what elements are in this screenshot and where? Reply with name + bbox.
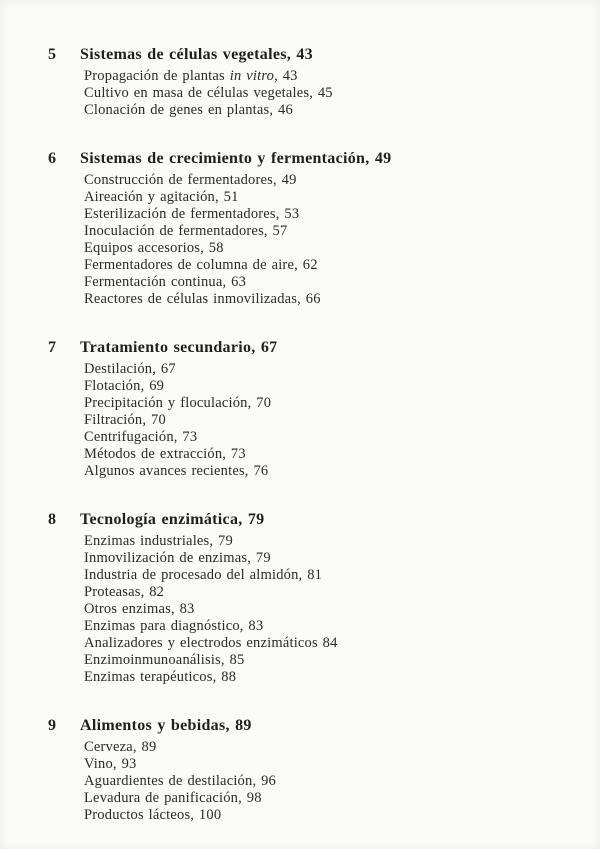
toc-item: Proteasas, 82 bbox=[84, 584, 165, 600]
toc-item: Industria de procesado del almidón, 81 bbox=[84, 567, 323, 583]
toc-section-5 bbox=[48, 45, 560, 119]
toc-item: Destilación, 67 bbox=[84, 361, 176, 377]
toc-item: Productos lácteos, 100 bbox=[84, 807, 222, 823]
toc-item-list bbox=[48, 68, 560, 119]
toc-section-9 bbox=[48, 716, 560, 824]
chapter-number: 7 bbox=[48, 339, 57, 356]
chapter-title: Sistemas de crecimiento y fermentación, 49 bbox=[80, 150, 392, 167]
chapter-heading bbox=[48, 716, 560, 736]
chapter-heading bbox=[48, 510, 560, 530]
toc-item: Enzimas industriales, 79 bbox=[84, 533, 233, 549]
toc-item: Inmovilización de enzimas, 79 bbox=[84, 550, 271, 566]
chapter-title: Alimentos y bebidas, 89 bbox=[80, 717, 252, 734]
toc-item: Precipitación y floculación, 70 bbox=[84, 395, 272, 411]
toc-item: Enzimas terapéuticos, 88 bbox=[84, 669, 237, 685]
toc-item: Aireación y agitación, 51 bbox=[84, 189, 239, 205]
toc-item-list bbox=[48, 361, 560, 480]
toc-item: Otros enzimas, 83 bbox=[84, 601, 195, 617]
toc-item-list bbox=[48, 533, 560, 686]
toc-item: Cultivo en masa de células vegetales, 45 bbox=[84, 85, 333, 101]
toc-item: Enzimoinmunoanálisis, 85 bbox=[84, 652, 245, 668]
chapter-number: 9 bbox=[48, 717, 57, 734]
chapter-number: 8 bbox=[48, 511, 57, 528]
toc-item bbox=[84, 68, 560, 85]
toc-item-text: 43 bbox=[277, 68, 298, 84]
toc-item: Vino, 93 bbox=[84, 756, 137, 772]
toc-item: Levadura de panificación, 98 bbox=[84, 790, 262, 806]
chapter-heading bbox=[48, 149, 560, 169]
toc-item: Fermentadores de columna de aire, 62 bbox=[84, 257, 318, 273]
chapter-title: Tratamiento secundario, 67 bbox=[80, 339, 278, 356]
toc-item: Centrifugación, 73 bbox=[84, 429, 198, 445]
toc-item: Inoculación de fermentadores, 57 bbox=[84, 223, 288, 239]
toc-item: Métodos de extracción, 73 bbox=[84, 446, 246, 462]
toc-item: Fermentación continua, 63 bbox=[84, 274, 247, 290]
chapter-heading bbox=[48, 45, 560, 65]
toc-item-list bbox=[48, 739, 560, 824]
toc-section-8 bbox=[48, 510, 560, 686]
toc-item: Clonación de genes en plantas, 46 bbox=[84, 102, 293, 118]
chapter-number: 6 bbox=[48, 150, 57, 167]
chapter-number: 5 bbox=[48, 46, 57, 63]
toc-item: Flotación, 69 bbox=[84, 378, 165, 394]
toc-item: Enzimas para diagnóstico, 83 bbox=[84, 618, 264, 634]
toc-item: Esterilización de fermentadores, 53 bbox=[84, 206, 300, 222]
toc-item-text: Propagación de plantas bbox=[84, 68, 230, 84]
toc-section-7 bbox=[48, 338, 560, 480]
chapter-heading bbox=[48, 338, 560, 358]
toc-item: Construcción de fermentadores, 49 bbox=[84, 172, 297, 188]
toc-item: Equipos accesorios, 58 bbox=[84, 240, 224, 256]
toc-item-list bbox=[48, 172, 560, 308]
toc-item: Aguardientes de destilación, 96 bbox=[84, 773, 277, 789]
toc-item: Algunos avances recientes, 76 bbox=[84, 463, 269, 479]
toc-item: Filtración, 70 bbox=[84, 412, 166, 428]
toc-section-6 bbox=[48, 149, 560, 308]
toc-item: Cerveza, 89 bbox=[84, 739, 157, 755]
chapter-title: Sistemas de células vegetales, 43 bbox=[80, 46, 313, 63]
toc-item: Reactores de células inmovilizadas, 66 bbox=[84, 291, 321, 307]
toc-item-italic: in vitro, bbox=[229, 68, 278, 84]
toc-item: Analizadores y electrodos enzimáticos 84 bbox=[84, 635, 338, 651]
chapter-title: Tecnología enzimática, 79 bbox=[80, 511, 265, 528]
